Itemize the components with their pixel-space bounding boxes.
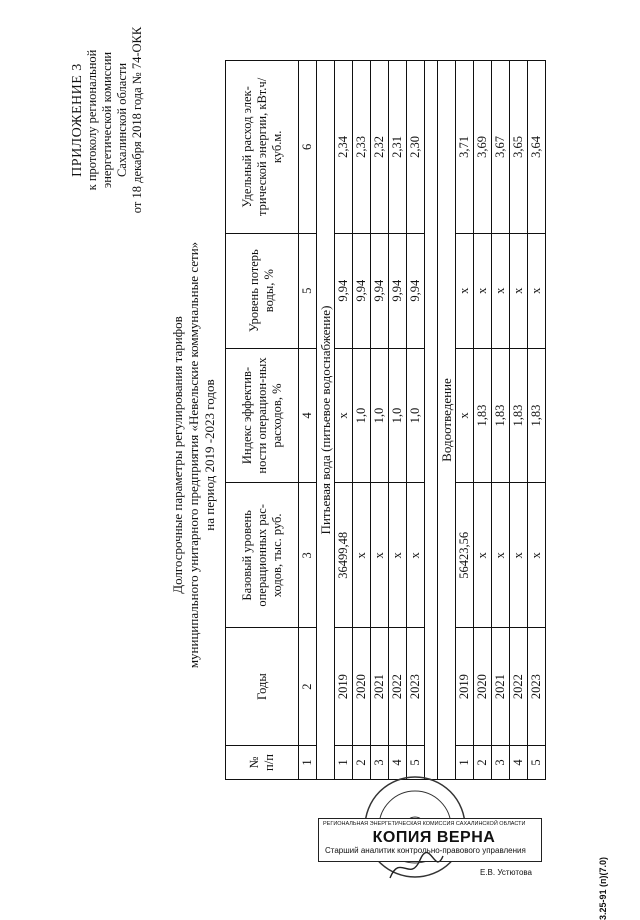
table-cell: х	[510, 483, 528, 628]
table-row	[456, 61, 474, 780]
table-cell: 2,30	[407, 61, 425, 234]
table-row	[407, 61, 425, 780]
table-cell: 2021	[492, 628, 510, 746]
table-cell: 1,83	[510, 348, 528, 483]
table-row	[371, 61, 389, 780]
table-cell: х	[456, 348, 474, 483]
section-gap	[425, 61, 438, 780]
table-cell: х	[456, 233, 474, 348]
table-cell: 2022	[389, 628, 407, 746]
title-line: на период 2019 -2023 годов	[202, 379, 217, 531]
table-cell: х	[528, 483, 546, 628]
column-number: 3	[299, 483, 317, 628]
table-cell: х	[407, 483, 425, 628]
table-row	[528, 61, 546, 780]
table-cell: 1,0	[371, 348, 389, 483]
signature-image	[385, 848, 445, 888]
section-row	[317, 61, 335, 780]
table-cell: х	[474, 233, 492, 348]
table-cell: х	[528, 233, 546, 348]
table-cell: 2	[474, 746, 492, 780]
tariff-table	[225, 60, 546, 780]
column-number: 1	[299, 746, 317, 780]
appendix-line: от 18 декабря 2018 года № 74-ОКК	[130, 26, 144, 214]
table-cell: 2	[353, 746, 371, 780]
table-cell: х	[474, 483, 492, 628]
table-cell: 2020	[353, 628, 371, 746]
stamp-org: РЕГИОНАЛЬНАЯ ЭНЕРГЕТИЧЕСКАЯ КОМИССИЯ САХАЛИНСКОЙ ОБЛАСТИ	[323, 821, 526, 827]
table-cell: 36499,48	[335, 483, 353, 628]
table-row	[335, 61, 353, 780]
column-number: 6	[299, 61, 317, 234]
table-cell: 3	[371, 746, 389, 780]
table-cell: 9,94	[335, 233, 353, 348]
table-cell: 9,94	[389, 233, 407, 348]
column-number: 5	[299, 233, 317, 348]
table-cell: 4	[389, 746, 407, 780]
table-header-row	[226, 61, 299, 780]
table-cell: 1,83	[528, 348, 546, 483]
appendix-line: к протоколу региональной	[85, 49, 99, 191]
title-line: Долгосрочные параметры регулирования тарифов	[170, 316, 185, 594]
table-cell: х	[335, 348, 353, 483]
header-cell: Индекс эффектив-ности операцион-ных расходов, %	[226, 348, 299, 483]
table-cell: 2019	[456, 628, 474, 746]
appendix-title: ПРИЛОЖЕНИЕ 3	[70, 63, 85, 177]
table-cell: 3,65	[510, 61, 528, 234]
table-cell: 5	[407, 746, 425, 780]
table-row	[510, 61, 528, 780]
column-number: 4	[299, 348, 317, 483]
table-cell: 1,0	[389, 348, 407, 483]
table-cell: 2022	[510, 628, 528, 746]
form-code: 3.25-91 (п)(7.0)	[598, 857, 608, 920]
table-cell: 2020	[474, 628, 492, 746]
table-cell: 3,71	[456, 61, 474, 234]
table-row	[474, 61, 492, 780]
table-cell: 2021	[371, 628, 389, 746]
table-cell: 1	[456, 746, 474, 780]
table-cell: 9,94	[353, 233, 371, 348]
table-cell: 1,0	[407, 348, 425, 483]
table-cell: 2,32	[371, 61, 389, 234]
table-cell: 56423,56	[456, 483, 474, 628]
stamp-position: Старший аналитик контрольно-правового управления	[325, 846, 526, 855]
table-cell: 2023	[528, 628, 546, 746]
gap-cell	[425, 61, 438, 780]
table-cell: 3,67	[492, 61, 510, 234]
table-cell: 1,83	[492, 348, 510, 483]
header-cell: Уровень потерь воды, %	[226, 233, 299, 348]
table-cell: 1	[335, 746, 353, 780]
table-cell: 3,69	[474, 61, 492, 234]
table-cell: 2019	[335, 628, 353, 746]
stamp-copy-text: КОПИЯ ВЕРНА	[372, 829, 496, 846]
table-cell: 9,94	[407, 233, 425, 348]
table-cell: 9,94	[371, 233, 389, 348]
appendix-header	[70, 20, 145, 220]
column-number-row	[299, 61, 317, 780]
section-title: Водоотведение	[438, 61, 456, 780]
table-cell: 2,31	[389, 61, 407, 234]
table-row	[492, 61, 510, 780]
document-title	[170, 155, 218, 755]
table-cell: х	[353, 483, 371, 628]
table-cell: х	[492, 233, 510, 348]
table-cell: 4	[510, 746, 528, 780]
header-cell: Удельный расход элек-трической энергии, кВт.ч/куб.м.	[226, 61, 299, 234]
table-row	[353, 61, 371, 780]
table-cell: 2023	[407, 628, 425, 746]
section-title: Питьевая вода (питьевое водоснабжение)	[317, 61, 335, 780]
table-cell: х	[389, 483, 407, 628]
table-row	[389, 61, 407, 780]
table-cell: 1,0	[353, 348, 371, 483]
appendix-line: Сахалинской области	[115, 62, 129, 178]
appendix-line: энергетической комиссии	[100, 51, 114, 189]
column-number: 2	[299, 628, 317, 746]
section-row	[438, 61, 456, 780]
header-cell: № п/п	[226, 746, 299, 780]
table-cell: 3,64	[528, 61, 546, 234]
table-cell: 2,34	[335, 61, 353, 234]
title-line: муниципального унитарного предприятия «Невельские коммунальные сети»	[186, 241, 201, 669]
header-cell: Базовый уровень операционных рас-ходов, тыс. руб.	[226, 483, 299, 628]
header-cell: Годы	[226, 628, 299, 746]
table-cell: 1,83	[474, 348, 492, 483]
table-cell: 2,33	[353, 61, 371, 234]
table-cell: 3	[492, 746, 510, 780]
table-cell: х	[492, 483, 510, 628]
table-cell: 5	[528, 746, 546, 780]
table-cell: х	[371, 483, 389, 628]
stamp-signer: Е.В. Устютова	[480, 868, 533, 877]
table-cell: х	[510, 233, 528, 348]
